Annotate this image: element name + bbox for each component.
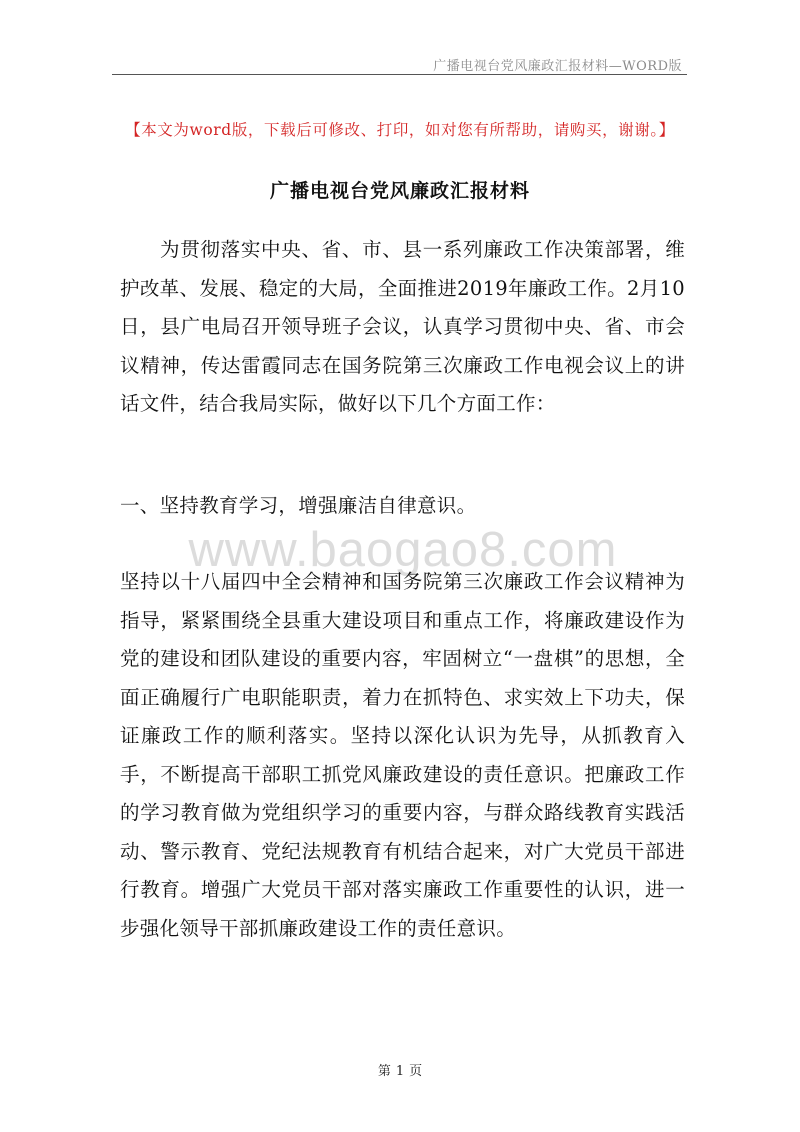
running-header: 广播电视台党风廉政汇报材料—WORD版 — [433, 59, 682, 74]
page-number-prefix: 第 — [377, 1064, 391, 1079]
document-title: 广播电视台党风廉政汇报材料 — [269, 180, 530, 202]
section-body-paragraph: 坚持以十八届四中全会精神和国务院第三次廉政工作会议精神为指导，紧紧围绕全县重大建设项目和重点工作，将廉政建设作为党的建设和团队建设的重要内容，牢固树立“一盘棋”的思想，全面正确履行广电职能职责，着力在抓特色、求实效上下功夫，保证廉政工作的顺利落实。坚持以深化认识为先导，从抓教育入手，不断提高干部职工抓党风廉政建设的责任意识。把廉政工作的学习教育做为党组织学习的重要内容，与群众路线教育实践活动、警示教育、党纪法规教育有机结合起来，对广大党员干部进行教育。增强广大党员干部对落实廉政工作重要性的认识，进一步强化领导干部抓廉政建设工作的责任意识。 — [120, 570, 685, 940]
page-number: 1 — [395, 1064, 405, 1079]
intro-paragraph: 为贯彻落实中央、省、市、县一系列廉政工作决策部署，维护改革、发展、稳定的大局，全面推进2019年廉政工作。2月10日，县广电局召开领导班子会议，认真学习贯彻中央、省、市会议精神，传达雷霞同志在国务院第三次廉政工作电视会议上的讲话文件，结合我局实际，做好以下几个方面工作： — [120, 238, 685, 415]
page-footer — [0, 1060, 800, 1079]
download-notice: 【本文为word版，下载后可修改、打印，如对您有所帮助，请购买，谢谢。】 — [125, 121, 675, 139]
watermark: www.baogao8.com — [188, 523, 618, 577]
page-number-suffix: 页 — [409, 1064, 423, 1079]
header-divider — [112, 74, 687, 75]
section-heading: 一、坚持教育学习，增强廉洁自律意识。 — [120, 494, 477, 517]
